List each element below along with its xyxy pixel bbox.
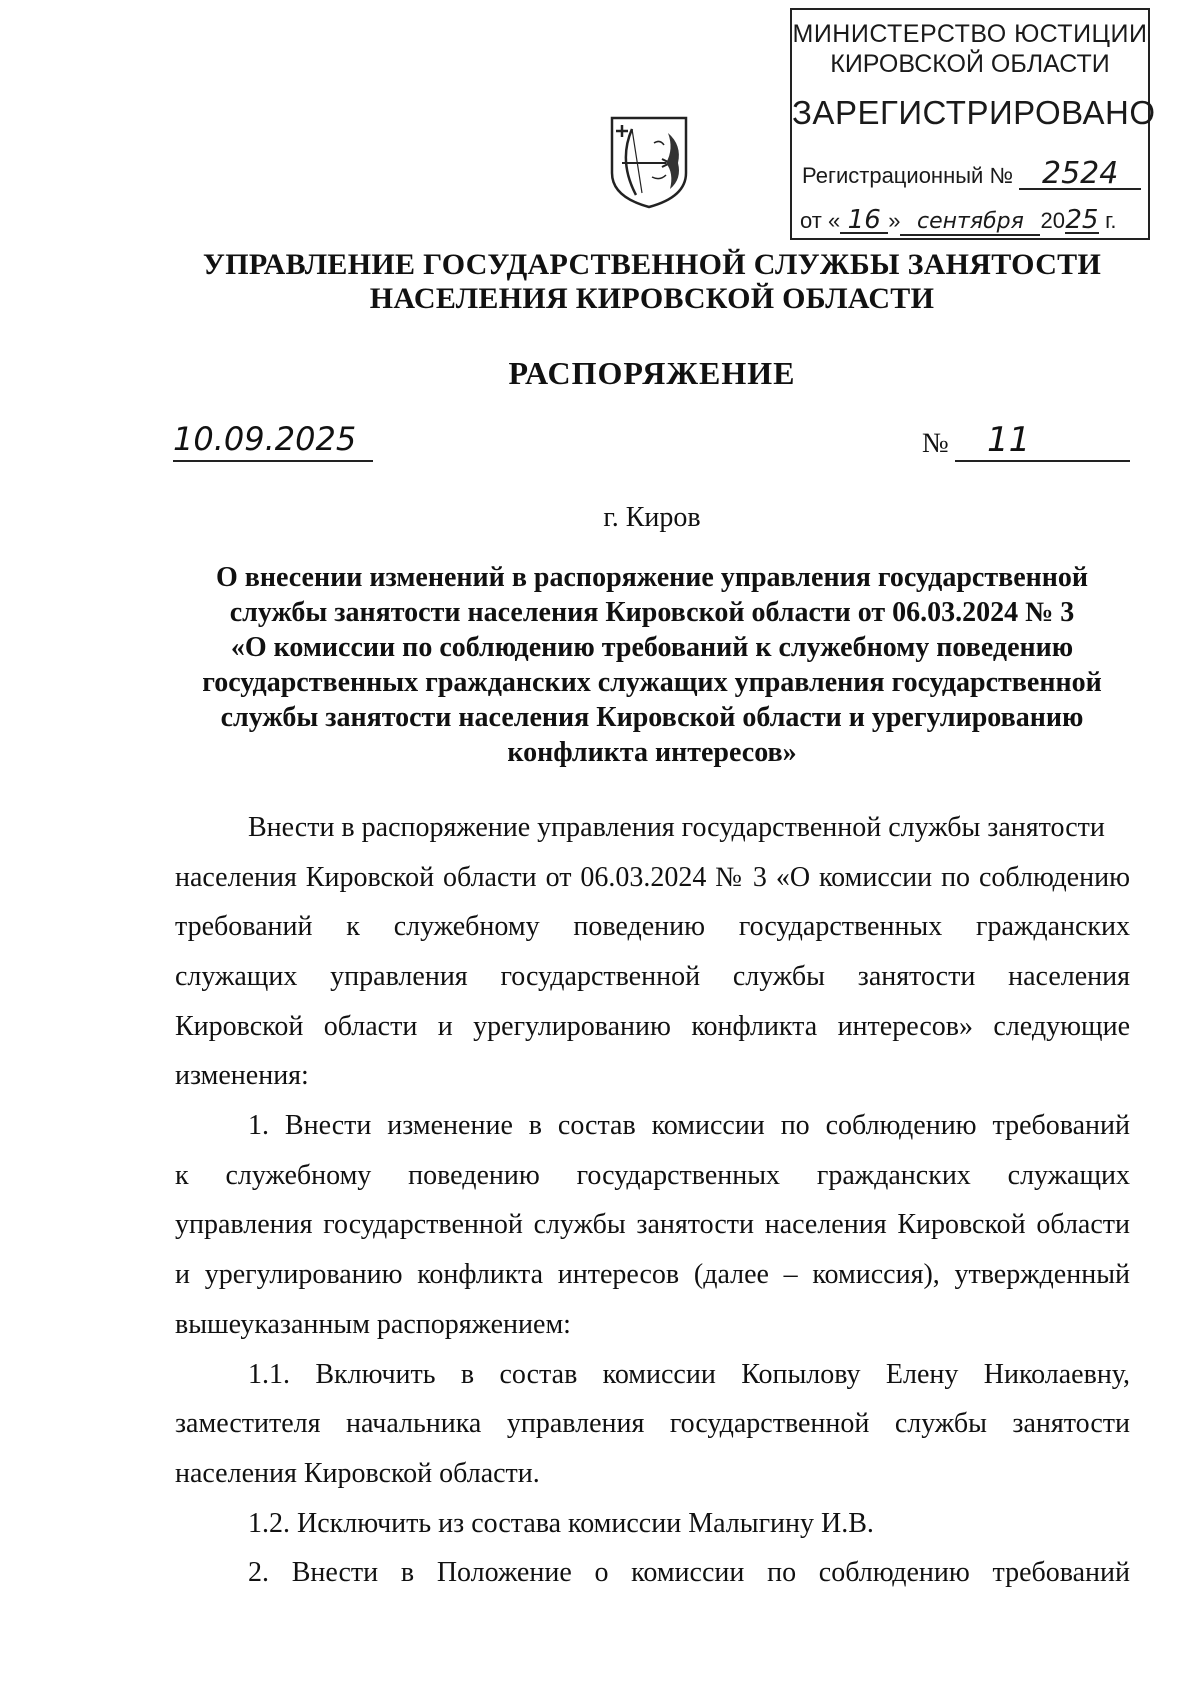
title-line: службы занятости населения Кировской области от 06.03.2024 № 3 bbox=[229, 597, 1075, 628]
document-type-heading: РАСПОРЯЖЕНИЕ bbox=[508, 355, 796, 391]
stamp-ministry-line: МИНИСТЕРСТВО ЮСТИЦИИ bbox=[792, 20, 1148, 48]
body-line: служащих управления государственной службы занятости населения bbox=[175, 961, 1130, 992]
stamp-registered-label: ЗАРЕГИСТРИРОВАНО bbox=[792, 94, 1156, 131]
registration-stamp bbox=[790, 8, 1156, 240]
stamp-month: сентября bbox=[900, 210, 1040, 236]
body-line: Кировской области и урегулированию конфликта интересов» следующие bbox=[175, 1011, 1130, 1042]
stamp-quote-close: » bbox=[888, 208, 901, 233]
title-line: О внесении изменений в распоряжение управления государственной bbox=[215, 562, 1089, 593]
body-line: 1.2. Исключить из состава комиссии Малыгину И.В. bbox=[248, 1508, 874, 1539]
body-line: и урегулированию конфликта интересов (далее – комиссия), утвержденный bbox=[175, 1259, 1130, 1290]
agency-name-line-1: УПРАВЛЕНИЕ ГОСУДАРСТВЕННОЙ СЛУЖБЫ ЗАНЯТОСТИ bbox=[202, 248, 1102, 281]
title-line: службы занятости населения Кировской области и урегулированию bbox=[220, 702, 1084, 733]
stamp-region-line: КИРОВСКОЙ ОБЛАСТИ bbox=[830, 50, 1110, 78]
body-line: Внести в распоряжение управления государственной службы занятости bbox=[248, 812, 1105, 843]
stamp-day: 16 bbox=[840, 208, 888, 234]
agency-name-line-2: НАСЕЛЕНИЯ КИРОВСКОЙ ОБЛАСТИ bbox=[369, 282, 935, 315]
title-line: «О комиссии по соблюдению требований к служебному поведению bbox=[230, 632, 1074, 663]
body-line: управления государственной службы занятости населения Кировской области bbox=[175, 1209, 1130, 1240]
stamp-from-label: от bbox=[800, 208, 822, 233]
stamp-year-prefix: 20 bbox=[1040, 208, 1065, 233]
body-line: 2. Внести в Положение о комиссии по соблюдению требований bbox=[248, 1557, 1130, 1588]
stamp-year: 25 bbox=[1065, 205, 1099, 235]
city-line: г. Киров bbox=[603, 502, 701, 533]
order-date: 10.09.2025 bbox=[173, 420, 357, 458]
coat-of-arms-icon bbox=[608, 115, 690, 210]
document-title bbox=[172, 560, 1132, 770]
stamp-quote-open: « bbox=[827, 208, 841, 233]
body-line: требований к служебному поведению государственных гражданских bbox=[175, 911, 1130, 942]
title-line: конфликта интересов» bbox=[507, 737, 797, 768]
body-line: изменения: bbox=[175, 1060, 309, 1091]
stamp-year-suffix: г. bbox=[1105, 208, 1117, 233]
stamp-reg-number-label: Регистрационный № bbox=[802, 163, 1014, 188]
body-line: к служебному поведению государственных гражданских служащих bbox=[175, 1160, 1130, 1191]
body-line: 1. Внести изменение в состав комиссии по соблюдению требований bbox=[248, 1110, 1130, 1141]
body-line: 1.1. Включить в состав комиссии Копылову Елену Николаевну, bbox=[248, 1359, 1130, 1390]
stamp-reg-number: 2524 bbox=[1019, 160, 1141, 190]
body-line: вышеуказанным распоряжением: bbox=[175, 1309, 571, 1340]
order-number-label: № bbox=[922, 428, 949, 459]
order-number-field bbox=[955, 420, 1130, 462]
title-line: государственных гражданских служащих управления государственной bbox=[202, 667, 1102, 698]
body-line: заместителя начальника управления государственной службы занятости bbox=[175, 1408, 1130, 1439]
stamp-reg-number-row bbox=[802, 156, 1141, 191]
order-number: 11 bbox=[987, 420, 1031, 460]
body-line: населения Кировской области. bbox=[175, 1458, 540, 1489]
stamp-date-row bbox=[800, 205, 1117, 236]
order-date-field bbox=[173, 420, 373, 462]
body-line: населения Кировской области от 06.03.2024 № 3 «О комиссии по соблюдению bbox=[175, 862, 1130, 893]
